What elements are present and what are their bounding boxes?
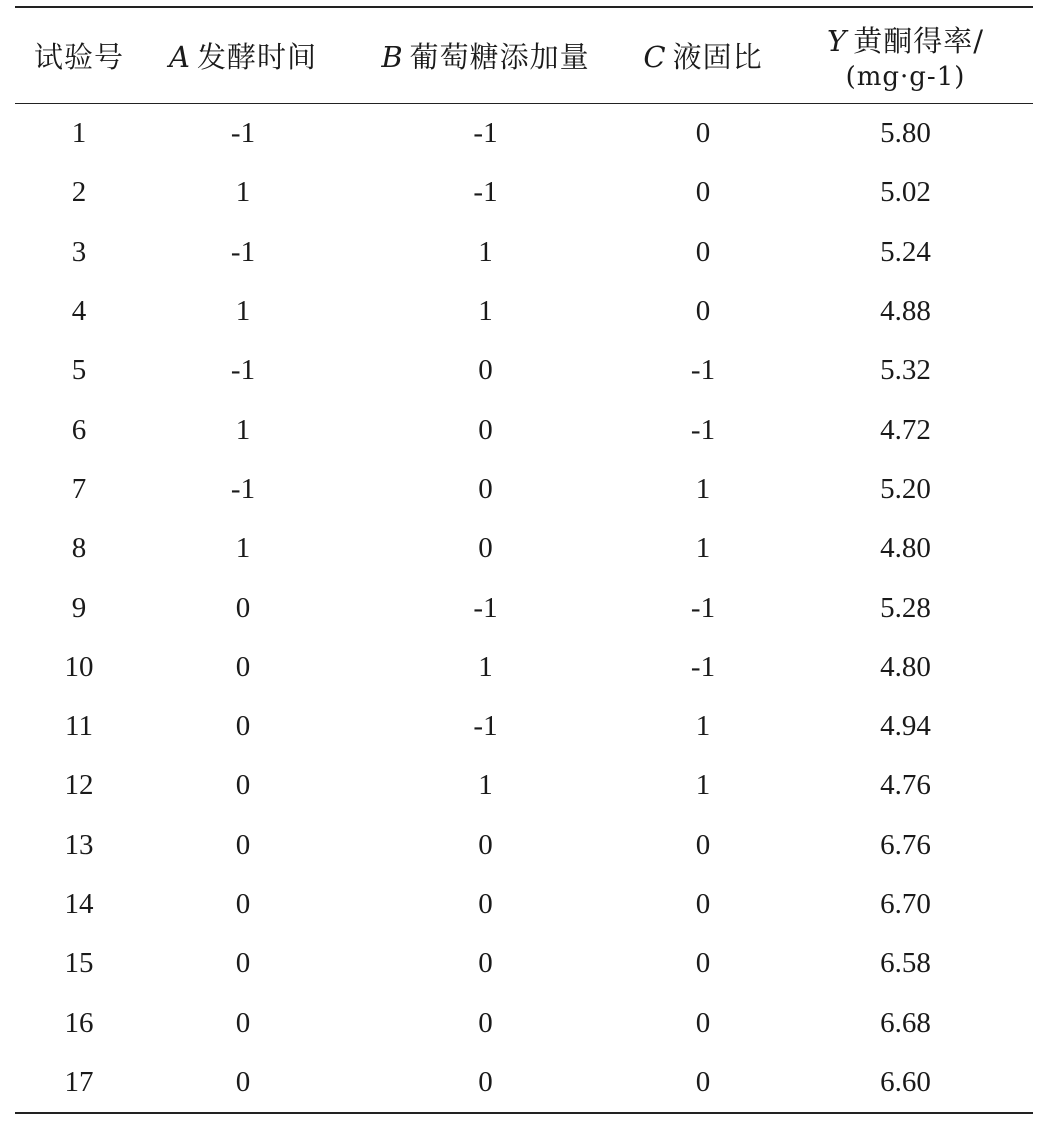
- yield-cell: 6.70: [880, 888, 931, 920]
- factor-a-cell: 1: [235, 295, 251, 328]
- yield-cell: 5.02: [880, 176, 931, 209]
- table-body: [15, 104, 1033, 1114]
- trial-number-cell: 14: [64, 888, 94, 920]
- header-factor-c-label: 液固比: [672, 40, 763, 74]
- factor-b-cell: 0: [478, 1065, 493, 1098]
- trial-number-cell: 17: [64, 1065, 94, 1098]
- yield-cell: 5.32: [880, 354, 931, 387]
- factor-a-cell: -1: [230, 235, 256, 268]
- table-row: [15, 816, 1033, 875]
- yield-cell: 5.24: [880, 235, 931, 268]
- table-row: [15, 993, 1033, 1052]
- factor-a-cell: 0: [235, 947, 251, 980]
- header-factor-b: [343, 7, 628, 104]
- factor-b-cell: -1: [473, 117, 498, 150]
- trial-number-cell: 12: [64, 769, 94, 802]
- yield-cell: 4.76: [880, 769, 931, 802]
- trial-number-cell: 9: [71, 591, 87, 624]
- factor-c-cell: -1: [690, 591, 716, 624]
- factor-b-cell: 1: [478, 650, 493, 683]
- table-row: [15, 400, 1033, 459]
- table-row: [15, 697, 1033, 756]
- factor-c-cell: 1: [695, 710, 711, 743]
- factor-c-cell: 1: [695, 472, 711, 505]
- yield-cell: 4.80: [880, 650, 931, 683]
- header-factor-a-label: 发酵时间: [196, 40, 317, 74]
- factor-c-cell: 1: [695, 769, 711, 802]
- table-row: [15, 875, 1033, 934]
- factor-c-cell: 0: [695, 235, 711, 268]
- factor-c-cell: 0: [695, 295, 711, 328]
- trial-number-cell: 13: [64, 828, 94, 861]
- factor-c-cell: -1: [690, 354, 716, 387]
- table-row: [15, 282, 1033, 341]
- factor-a-cell: 1: [235, 176, 251, 209]
- trial-number-cell: 10: [64, 650, 94, 683]
- yield-cell: 6.76: [880, 828, 931, 861]
- factor-b-cell: 0: [478, 1006, 493, 1039]
- factor-a-cell: -1: [230, 472, 256, 505]
- factor-b-cell: 0: [478, 472, 493, 505]
- factor-a-cell: 1: [235, 532, 251, 565]
- factor-b-cell: -1: [473, 176, 498, 209]
- factor-c-cell: 1: [695, 532, 711, 565]
- factor-b-cell: 0: [478, 828, 493, 861]
- factor-c-cell: 0: [695, 1006, 711, 1039]
- factor-b-cell: 0: [478, 532, 493, 565]
- yield-cell: 4.94: [880, 710, 931, 743]
- table-row: [15, 638, 1033, 697]
- factor-b-cell: 1: [478, 235, 493, 268]
- factor-c-cell: -1: [690, 413, 716, 446]
- factor-c-cell: 0: [695, 176, 711, 209]
- header-factor-a: [143, 7, 343, 104]
- data-table-container: [15, 6, 1033, 1114]
- table-row: [15, 1053, 1033, 1113]
- header-factor-c-symbol: C: [643, 40, 667, 74]
- factor-a-cell: 0: [235, 1006, 251, 1039]
- header-factor-a-symbol: A: [169, 40, 191, 74]
- trial-number-cell: 6: [71, 413, 87, 446]
- table-row: [15, 578, 1033, 637]
- trial-number-cell: 3: [71, 235, 87, 268]
- experiment-design-table: [15, 6, 1033, 1114]
- trial-number-cell: 2: [71, 176, 87, 209]
- table-row: [15, 519, 1033, 578]
- table-row: [15, 341, 1033, 400]
- header-trial-label: 试验号: [33, 40, 124, 74]
- factor-b-cell: 1: [478, 769, 493, 802]
- factor-c-cell: 0: [695, 947, 711, 980]
- table-row: [15, 163, 1033, 222]
- yield-cell: 6.58: [880, 947, 931, 980]
- factor-b-cell: 0: [478, 888, 493, 920]
- factor-a-cell: -1: [230, 117, 256, 150]
- factor-a-cell: 0: [235, 828, 251, 861]
- header-response-y-unit: (mg·g-1): [845, 62, 966, 92]
- trial-number-cell: 8: [71, 532, 87, 565]
- header-factor-b-label: 葡萄糖添加量: [409, 40, 590, 74]
- trial-number-cell: 4: [71, 295, 87, 328]
- header-row: [15, 7, 1033, 104]
- trial-number-cell: 1: [71, 117, 87, 150]
- factor-b-cell: 0: [478, 354, 493, 387]
- trial-number-cell: 7: [71, 472, 87, 505]
- table-header: [15, 7, 1033, 104]
- trial-number-cell: 16: [64, 1006, 94, 1039]
- table-row: [15, 934, 1033, 993]
- factor-a-cell: 0: [235, 650, 251, 683]
- yield-cell: 6.68: [880, 1006, 931, 1039]
- factor-a-cell: 0: [235, 710, 251, 743]
- yield-cell: 5.28: [880, 591, 931, 624]
- factor-c-cell: 0: [695, 117, 711, 150]
- yield-cell: 5.80: [880, 117, 931, 150]
- factor-c-cell: 0: [695, 828, 711, 861]
- factor-a-cell: 0: [235, 888, 251, 920]
- factor-c-cell: -1: [690, 650, 716, 683]
- trial-number-cell: 5: [71, 354, 87, 387]
- table-row: [15, 460, 1033, 519]
- header-factor-c: [628, 7, 778, 104]
- factor-b-cell: -1: [473, 591, 498, 624]
- table-row: [15, 756, 1033, 815]
- yield-cell: 4.80: [880, 532, 931, 565]
- factor-b-cell: 0: [478, 947, 493, 980]
- trial-number-cell: 11: [65, 710, 93, 743]
- trial-number-cell: 15: [64, 947, 94, 980]
- factor-a-cell: -1: [230, 354, 256, 387]
- table-row: [15, 223, 1033, 282]
- factor-b-cell: 0: [478, 413, 493, 446]
- yield-cell: 6.60: [880, 1065, 931, 1098]
- header-response-y-symbol: Y: [827, 24, 848, 58]
- factor-a-cell: 0: [235, 769, 251, 802]
- factor-b-cell: -1: [473, 710, 498, 743]
- factor-a-cell: 0: [235, 1065, 251, 1098]
- header-response-y-label: 黄酮得率/: [853, 24, 984, 58]
- factor-c-cell: 0: [695, 888, 711, 920]
- header-factor-b-symbol: B: [381, 40, 404, 74]
- header-response-y: [778, 7, 1033, 104]
- header-trial: [15, 7, 143, 104]
- factor-a-cell: 0: [235, 591, 251, 624]
- factor-c-cell: 0: [695, 1065, 711, 1098]
- factor-b-cell: 1: [478, 295, 493, 328]
- yield-cell: 4.72: [880, 413, 931, 446]
- table-row: [15, 104, 1033, 164]
- factor-a-cell: 1: [235, 413, 251, 446]
- yield-cell: 4.88: [880, 295, 931, 328]
- yield-cell: 5.20: [880, 472, 931, 505]
